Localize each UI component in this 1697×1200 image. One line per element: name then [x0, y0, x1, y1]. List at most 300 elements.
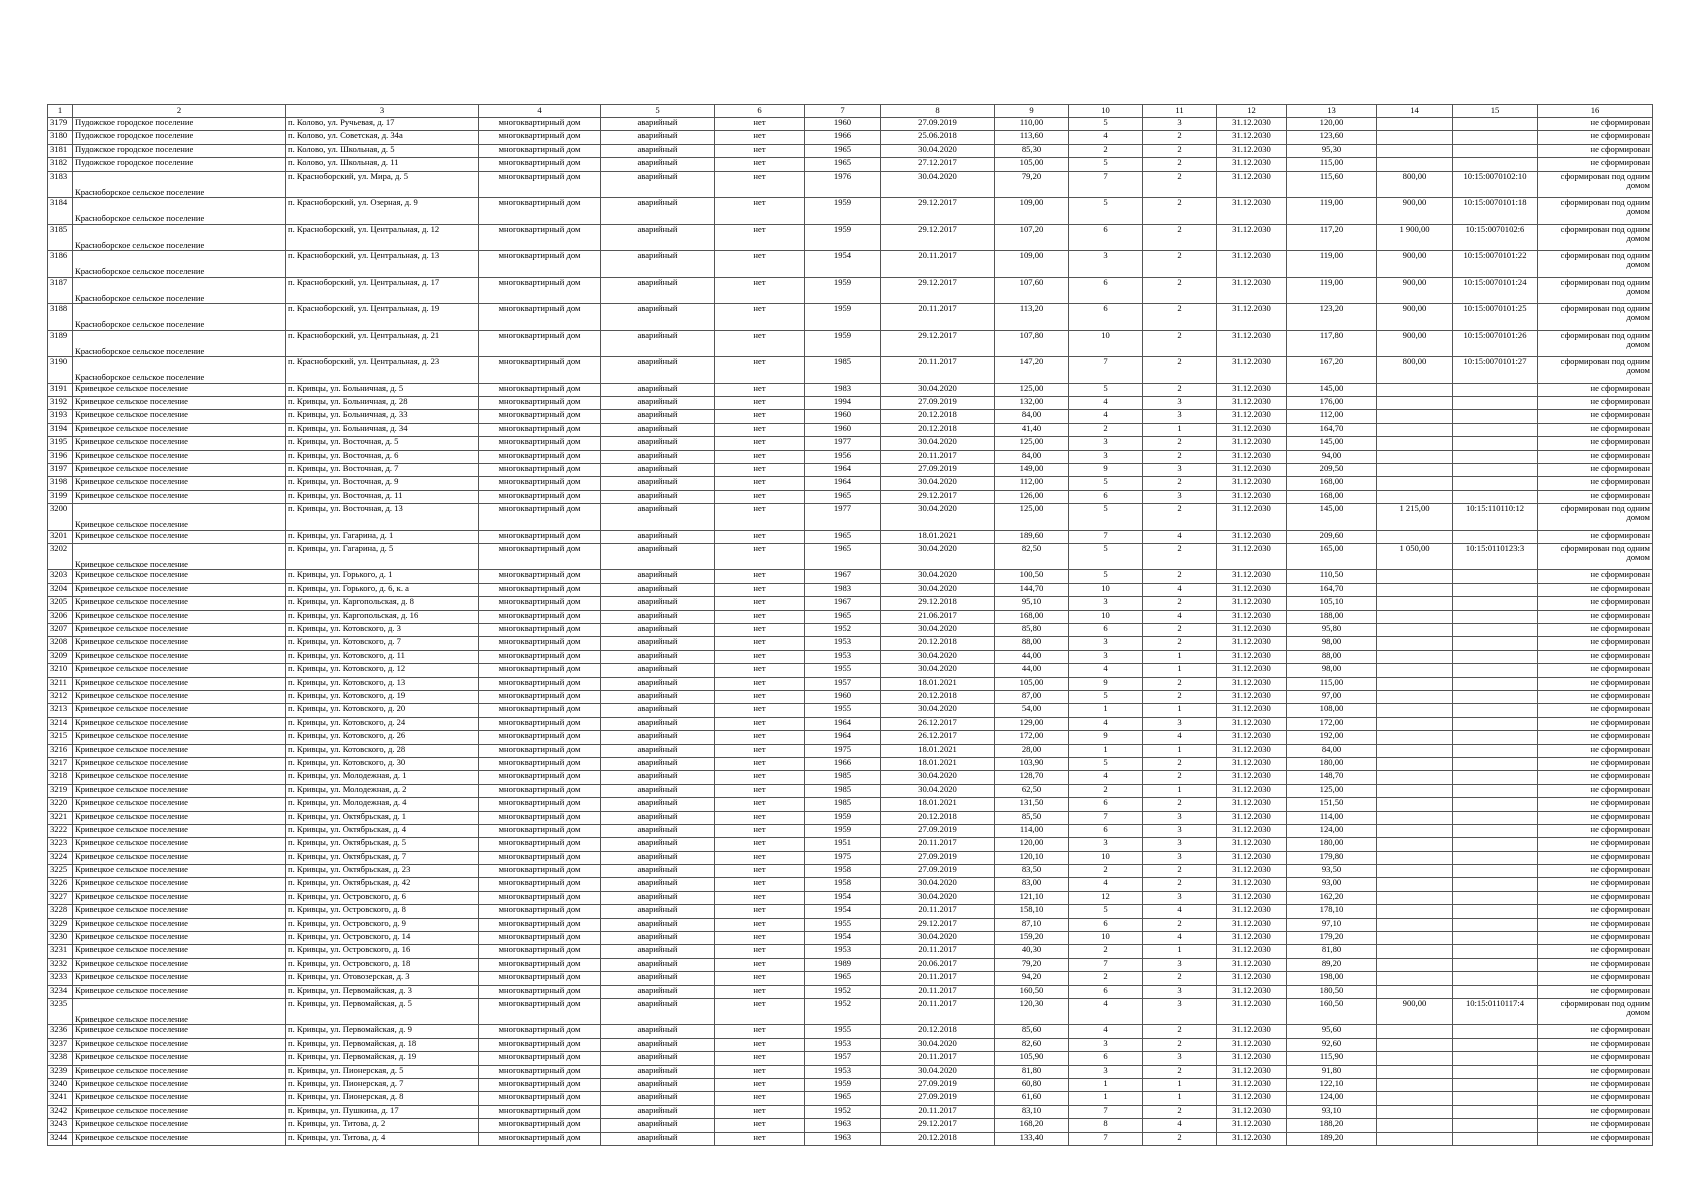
cell-address: п. Кривцы, ул. Котовского, д. 11	[286, 650, 479, 663]
cell-cadastral-number: 10:15:0110117:4	[1453, 998, 1538, 1025]
cell-total-area: 145,00	[1287, 504, 1377, 531]
cell-recognition-date: 27.09.2019	[881, 1079, 995, 1092]
cell-address: п. Колово, ул. Школьная, д. 5	[286, 144, 479, 157]
cell-row-number: 3181	[48, 144, 73, 157]
cell-total-area: 167,20	[1287, 357, 1377, 384]
cell-land-status: не сформирован	[1538, 423, 1653, 436]
cell-year-built: 1959	[805, 198, 881, 225]
cell-address: п. Кривцы, ул. Горького, д. 6, к. а	[286, 583, 479, 596]
cell-year-built: 1959	[805, 811, 881, 824]
cell-building-type: многоквартирный дом	[479, 851, 601, 864]
cell-condition: аварийный	[601, 144, 715, 157]
cell-flag: нет	[715, 583, 805, 596]
cell-condition: аварийный	[601, 784, 715, 797]
cell-area: 129,00	[995, 717, 1069, 730]
cell-building-type: многоквартирный дом	[479, 171, 601, 198]
cell-settlement: Красноборское сельское поселение	[73, 171, 286, 198]
cell-apartments: 2	[1143, 504, 1217, 531]
cell-apartments: 3	[1143, 838, 1217, 851]
cell-apartments: 1	[1143, 704, 1217, 717]
cell-residents: 4	[1069, 717, 1143, 730]
cell-residents: 2	[1069, 144, 1143, 157]
cell-residents: 4	[1069, 131, 1143, 144]
cell-condition: аварийный	[601, 224, 715, 251]
cell-land-area	[1377, 865, 1453, 878]
cell-deadline: 31.12.2030	[1217, 304, 1287, 331]
cell-apartments: 2	[1143, 637, 1217, 650]
table-row	[48, 198, 1653, 225]
cell-area: 95,10	[995, 597, 1069, 610]
cell-condition: аварийный	[601, 637, 715, 650]
cell-building-type: многоквартирный дом	[479, 677, 601, 690]
cell-building-type: многоквартирный дом	[479, 1052, 601, 1065]
cell-apartments: 4	[1143, 610, 1217, 623]
table-row	[48, 396, 1653, 409]
cell-land-status: не сформирован	[1538, 717, 1653, 730]
cell-residents: 6	[1069, 624, 1143, 637]
cell-land-status: не сформирован	[1538, 637, 1653, 650]
cell-land-area: 800,00	[1377, 357, 1453, 384]
cell-land-status: не сформирован	[1538, 784, 1653, 797]
cell-deadline: 31.12.2030	[1217, 597, 1287, 610]
cell-settlement: Кривецкое сельское поселение	[73, 583, 286, 596]
cell-area: 83,00	[995, 878, 1069, 891]
cell-land-area	[1377, 985, 1453, 998]
cell-row-number: 3216	[48, 744, 73, 757]
cell-cadastral-number	[1453, 1065, 1538, 1078]
cell-total-area: 164,70	[1287, 583, 1377, 596]
cell-total-area: 117,20	[1287, 224, 1377, 251]
cell-year-built: 1989	[805, 958, 881, 971]
table-row	[48, 583, 1653, 596]
cell-row-number: 3194	[48, 423, 73, 436]
cell-apartments: 2	[1143, 597, 1217, 610]
cell-land-area	[1377, 463, 1453, 476]
cell-flag: нет	[715, 717, 805, 730]
cell-settlement: Кривецкое сельское поселение	[73, 717, 286, 730]
cell-deadline: 31.12.2030	[1217, 824, 1287, 837]
cell-cadastral-number: 10:15:110110:12	[1453, 504, 1538, 531]
cell-residents: 7	[1069, 171, 1143, 198]
cell-residents: 3	[1069, 437, 1143, 450]
table-row	[48, 490, 1653, 503]
cell-apartments: 2	[1143, 1132, 1217, 1145]
cell-apartments: 3	[1143, 410, 1217, 423]
cell-flag: нет	[715, 251, 805, 278]
cell-building-type: многоквартирный дом	[479, 277, 601, 304]
cell-deadline: 31.12.2030	[1217, 570, 1287, 583]
table-row	[48, 704, 1653, 717]
cell-year-built: 1960	[805, 690, 881, 703]
cell-land-status: не сформирован	[1538, 1065, 1653, 1078]
cell-cadastral-number	[1453, 985, 1538, 998]
cell-building-type: многоквартирный дом	[479, 450, 601, 463]
cell-flag: нет	[715, 383, 805, 396]
cell-residents: 4	[1069, 998, 1143, 1025]
cell-address: п. Кривцы, ул. Октябрьская, д. 42	[286, 878, 479, 891]
cell-cadastral-number	[1453, 717, 1538, 730]
cell-cadastral-number	[1453, 1079, 1538, 1092]
cell-year-built: 1960	[805, 423, 881, 436]
cell-recognition-date: 29.12.2017	[881, 330, 995, 357]
cell-apartments: 3	[1143, 891, 1217, 904]
cell-row-number: 3179	[48, 118, 73, 131]
table-row	[48, 891, 1653, 904]
cell-total-area: 179,80	[1287, 851, 1377, 864]
cell-area: 149,00	[995, 463, 1069, 476]
cell-address: п. Кривцы, ул. Островского, д. 14	[286, 932, 479, 945]
cell-recognition-date: 27.09.2019	[881, 1092, 995, 1105]
cell-residents: 8	[1069, 1119, 1143, 1132]
cell-area: 44,00	[995, 664, 1069, 677]
cell-cadastral-number: 10:15:0070102:6	[1453, 224, 1538, 251]
cell-row-number: 3237	[48, 1038, 73, 1051]
cell-settlement: Кривецкое сельское поселение	[73, 396, 286, 409]
cell-total-area: 119,00	[1287, 198, 1377, 225]
cell-deadline: 31.12.2030	[1217, 251, 1287, 278]
cell-land-status: не сформирован	[1538, 1038, 1653, 1051]
cell-residents: 6	[1069, 985, 1143, 998]
cell-recognition-date: 20.12.2018	[881, 811, 995, 824]
cell-cadastral-number: 10:15:0070101:24	[1453, 277, 1538, 304]
cell-total-area: 110,50	[1287, 570, 1377, 583]
cell-deadline: 31.12.2030	[1217, 865, 1287, 878]
cell-settlement: Кривецкое сельское поселение	[73, 798, 286, 811]
cell-total-area: 124,00	[1287, 1092, 1377, 1105]
cell-land-area	[1377, 1025, 1453, 1038]
cell-recognition-date: 27.12.2017	[881, 158, 995, 171]
cell-condition: аварийный	[601, 597, 715, 610]
cell-address: п. Колово, ул. Школьная, д. 11	[286, 158, 479, 171]
cell-land-area	[1377, 423, 1453, 436]
cell-address: п. Кривцы, ул. Первомайская, д. 18	[286, 1038, 479, 1051]
cell-apartments: 2	[1143, 1105, 1217, 1118]
cell-building-type: многоквартирный дом	[479, 463, 601, 476]
cell-area: 40,30	[995, 945, 1069, 958]
cell-condition: аварийный	[601, 1052, 715, 1065]
cell-recognition-date: 20.11.2017	[881, 985, 995, 998]
cell-deadline: 31.12.2030	[1217, 677, 1287, 690]
cell-building-type: многоквартирный дом	[479, 357, 601, 384]
cell-apartments: 2	[1143, 690, 1217, 703]
cell-area: 87,00	[995, 690, 1069, 703]
cell-condition: аварийный	[601, 1079, 715, 1092]
cell-land-area	[1377, 717, 1453, 730]
cell-deadline: 31.12.2030	[1217, 650, 1287, 663]
cell-land-area	[1377, 677, 1453, 690]
table-row	[48, 171, 1653, 198]
table-row	[48, 1038, 1653, 1051]
cell-settlement: Красноборское сельское поселение	[73, 330, 286, 357]
cell-settlement: Кривецкое сельское поселение	[73, 637, 286, 650]
cell-flag: нет	[715, 744, 805, 757]
cell-flag: нет	[715, 477, 805, 490]
cell-condition: аварийный	[601, 650, 715, 663]
cell-deadline: 31.12.2030	[1217, 410, 1287, 423]
cell-year-built: 1960	[805, 410, 881, 423]
cell-cadastral-number	[1453, 396, 1538, 409]
table-row	[48, 932, 1653, 945]
cell-year-built: 1964	[805, 463, 881, 476]
table-row	[48, 811, 1653, 824]
cell-address: п. Кривцы, ул. Горького, д. 1	[286, 570, 479, 583]
cell-flag: нет	[715, 396, 805, 409]
cell-year-built: 1955	[805, 704, 881, 717]
cell-deadline: 31.12.2030	[1217, 972, 1287, 985]
cell-flag: нет	[715, 1119, 805, 1132]
cell-flag: нет	[715, 932, 805, 945]
cell-condition: аварийный	[601, 1132, 715, 1145]
cell-settlement: Кривецкое сельское поселение	[73, 985, 286, 998]
cell-recognition-date: 30.04.2020	[881, 504, 995, 531]
cell-address: п. Кривцы, ул. Первомайская, д. 5	[286, 998, 479, 1025]
cell-building-type: многоквартирный дом	[479, 610, 601, 623]
cell-land-area: 900,00	[1377, 304, 1453, 331]
cell-building-type: многоквартирный дом	[479, 717, 601, 730]
cell-flag: нет	[715, 918, 805, 931]
cell-building-type: многоквартирный дом	[479, 383, 601, 396]
cell-address: п. Кривцы, ул. Пионерская, д. 5	[286, 1065, 479, 1078]
table-row	[48, 757, 1653, 770]
cell-condition: аварийный	[601, 731, 715, 744]
cell-cadastral-number	[1453, 637, 1538, 650]
cell-cadastral-number	[1453, 1105, 1538, 1118]
cell-land-area	[1377, 891, 1453, 904]
cell-recognition-date: 20.12.2018	[881, 1132, 995, 1145]
cell-flag: нет	[715, 463, 805, 476]
cell-deadline: 31.12.2030	[1217, 851, 1287, 864]
cell-flag: нет	[715, 118, 805, 131]
cell-deadline: 31.12.2030	[1217, 1092, 1287, 1105]
cell-apartments: 3	[1143, 490, 1217, 503]
cell-area: 79,20	[995, 171, 1069, 198]
cell-settlement: Кривецкое сельское поселение	[73, 757, 286, 770]
cell-flag: нет	[715, 1132, 805, 1145]
cell-residents: 1	[1069, 1092, 1143, 1105]
cell-flag: нет	[715, 1038, 805, 1051]
cell-land-area	[1377, 131, 1453, 144]
cell-land-status: не сформирован	[1538, 731, 1653, 744]
cell-building-type: многоквартирный дом	[479, 972, 601, 985]
cell-row-number: 3186	[48, 251, 73, 278]
cell-row-number: 3203	[48, 570, 73, 583]
cell-recognition-date: 30.04.2020	[881, 878, 995, 891]
cell-year-built: 1965	[805, 158, 881, 171]
cell-area: 120,10	[995, 851, 1069, 864]
table-row	[48, 251, 1653, 278]
cell-address: п. Кривцы, ул. Восточная, д. 7	[286, 463, 479, 476]
cell-address: п. Кривцы, ул. Первомайская, д. 9	[286, 1025, 479, 1038]
cell-apartments: 2	[1143, 972, 1217, 985]
cell-condition: аварийный	[601, 583, 715, 596]
cell-land-area	[1377, 731, 1453, 744]
cell-residents: 7	[1069, 1105, 1143, 1118]
cell-residents: 1	[1069, 744, 1143, 757]
table-row	[48, 798, 1653, 811]
cell-year-built: 1958	[805, 878, 881, 891]
cell-apartments: 3	[1143, 958, 1217, 971]
cell-recognition-date: 20.11.2017	[881, 357, 995, 384]
table-row	[48, 865, 1653, 878]
cell-building-type: многоквартирный дом	[479, 985, 601, 998]
cell-total-area: 93,50	[1287, 865, 1377, 878]
cell-land-status: не сформирован	[1538, 530, 1653, 543]
cell-residents: 4	[1069, 771, 1143, 784]
cell-row-number: 3182	[48, 158, 73, 171]
cell-settlement: Кривецкое сельское поселение	[73, 1119, 286, 1132]
cell-flag: нет	[715, 731, 805, 744]
cell-residents: 3	[1069, 597, 1143, 610]
cell-flag: нет	[715, 410, 805, 423]
cell-total-area: 145,00	[1287, 383, 1377, 396]
cell-deadline: 31.12.2030	[1217, 905, 1287, 918]
cell-flag: нет	[715, 905, 805, 918]
cell-land-area	[1377, 811, 1453, 824]
cell-flag: нет	[715, 437, 805, 450]
table-row	[48, 1132, 1653, 1145]
cell-area: 125,00	[995, 437, 1069, 450]
cell-deadline: 31.12.2030	[1217, 1105, 1287, 1118]
cell-land-status: не сформирован	[1538, 704, 1653, 717]
cell-recognition-date: 27.09.2019	[881, 463, 995, 476]
cell-land-status: не сформирован	[1538, 958, 1653, 971]
cell-deadline: 31.12.2030	[1217, 798, 1287, 811]
cell-condition: аварийный	[601, 171, 715, 198]
cell-land-area	[1377, 744, 1453, 757]
cell-total-area: 81,80	[1287, 945, 1377, 958]
cell-total-area: 89,20	[1287, 958, 1377, 971]
cell-deadline: 31.12.2030	[1217, 717, 1287, 730]
cell-condition: аварийный	[601, 838, 715, 851]
cell-address: п. Кривцы, ул. Островского, д. 18	[286, 958, 479, 971]
cell-residents: 4	[1069, 396, 1143, 409]
cell-area: 107,80	[995, 330, 1069, 357]
cell-residents: 1	[1069, 1079, 1143, 1092]
cell-row-number: 3211	[48, 677, 73, 690]
table-row	[48, 958, 1653, 971]
cell-land-area	[1377, 158, 1453, 171]
cell-year-built: 1952	[805, 985, 881, 998]
cell-deadline: 31.12.2030	[1217, 664, 1287, 677]
cell-address: п. Кривцы, ул. Отовозерская, д. 3	[286, 972, 479, 985]
cell-address: п. Красноборский, ул. Центральная, д. 13	[286, 251, 479, 278]
cell-row-number: 3204	[48, 583, 73, 596]
cell-settlement: Кривецкое сельское поселение	[73, 731, 286, 744]
cell-land-status: не сформирован	[1538, 597, 1653, 610]
cell-land-status: не сформирован	[1538, 650, 1653, 663]
cell-row-number: 3207	[48, 624, 73, 637]
table-row	[48, 277, 1653, 304]
cell-land-area	[1377, 1038, 1453, 1051]
cell-total-area: 119,00	[1287, 251, 1377, 278]
cell-deadline: 31.12.2030	[1217, 1065, 1287, 1078]
cell-building-type: многоквартирный дом	[479, 437, 601, 450]
cell-year-built: 1985	[805, 357, 881, 384]
cell-building-type: многоквартирный дом	[479, 932, 601, 945]
cell-condition: аварийный	[601, 570, 715, 583]
cell-flag: нет	[715, 423, 805, 436]
cell-year-built: 1959	[805, 824, 881, 837]
cell-land-status: не сформирован	[1538, 918, 1653, 931]
cell-area: 172,00	[995, 731, 1069, 744]
cell-condition: аварийный	[601, 1105, 715, 1118]
table-row	[48, 1065, 1653, 1078]
cell-cadastral-number	[1453, 1038, 1538, 1051]
cell-year-built: 1957	[805, 1052, 881, 1065]
cell-residents: 9	[1069, 463, 1143, 476]
cell-area: 113,20	[995, 304, 1069, 331]
cell-residents: 6	[1069, 824, 1143, 837]
cell-settlement: Кривецкое сельское поселение	[73, 878, 286, 891]
cell-year-built: 1955	[805, 918, 881, 931]
cell-land-area	[1377, 490, 1453, 503]
cell-settlement: Кривецкое сельское поселение	[73, 932, 286, 945]
cell-deadline: 31.12.2030	[1217, 1132, 1287, 1145]
cell-address: п. Кривцы, ул. Больничная, д. 5	[286, 383, 479, 396]
cell-condition: аварийный	[601, 905, 715, 918]
cell-cadastral-number	[1453, 530, 1538, 543]
cell-building-type: многоквартирный дом	[479, 650, 601, 663]
cell-residents: 5	[1069, 383, 1143, 396]
cell-condition: аварийный	[601, 1065, 715, 1078]
cell-building-type: многоквартирный дом	[479, 330, 601, 357]
cell-area: 131,50	[995, 798, 1069, 811]
cell-area: 160,50	[995, 985, 1069, 998]
cell-recognition-date: 20.11.2017	[881, 1105, 995, 1118]
cell-land-status: не сформирован	[1538, 583, 1653, 596]
cell-year-built: 1963	[805, 1132, 881, 1145]
cell-total-area: 95,60	[1287, 1025, 1377, 1038]
cell-area: 107,20	[995, 224, 1069, 251]
cell-building-type: многоквартирный дом	[479, 583, 601, 596]
cell-area: 168,00	[995, 610, 1069, 623]
table-row	[48, 985, 1653, 998]
cell-deadline: 31.12.2030	[1217, 838, 1287, 851]
cell-building-type: многоквартирный дом	[479, 1132, 601, 1145]
cell-flag: нет	[715, 1092, 805, 1105]
cell-building-type: многоквартирный дом	[479, 998, 601, 1025]
cell-total-area: 84,00	[1287, 744, 1377, 757]
cell-building-type: многоквартирный дом	[479, 891, 601, 904]
cell-flag: нет	[715, 624, 805, 637]
cell-settlement: Кривецкое сельское поселение	[73, 918, 286, 931]
cell-cadastral-number	[1453, 463, 1538, 476]
cell-recognition-date: 18.01.2021	[881, 757, 995, 770]
cell-year-built: 1983	[805, 583, 881, 596]
cell-building-type: многоквартирный дом	[479, 945, 601, 958]
cell-land-status: не сформирован	[1538, 744, 1653, 757]
cell-land-status: не сформирован	[1538, 757, 1653, 770]
cell-apartments: 1	[1143, 1079, 1217, 1092]
cell-settlement: Кривецкое сельское поселение	[73, 824, 286, 837]
cell-year-built: 1959	[805, 224, 881, 251]
cell-row-number: 3223	[48, 838, 73, 851]
cell-building-type: многоквартирный дом	[479, 865, 601, 878]
cell-building-type: многоквартирный дом	[479, 811, 601, 824]
cell-apartments: 3	[1143, 396, 1217, 409]
cell-land-area	[1377, 637, 1453, 650]
cell-year-built: 1964	[805, 477, 881, 490]
cell-row-number: 3225	[48, 865, 73, 878]
cell-address: п. Кривцы, ул. Больничная, д. 34	[286, 423, 479, 436]
table-body	[48, 118, 1653, 1146]
cell-deadline: 31.12.2030	[1217, 744, 1287, 757]
table-row	[48, 851, 1653, 864]
cell-year-built: 1965	[805, 972, 881, 985]
cell-recognition-date: 20.11.2017	[881, 998, 995, 1025]
table-row	[48, 945, 1653, 958]
cell-building-type: многоквартирный дом	[479, 1119, 601, 1132]
